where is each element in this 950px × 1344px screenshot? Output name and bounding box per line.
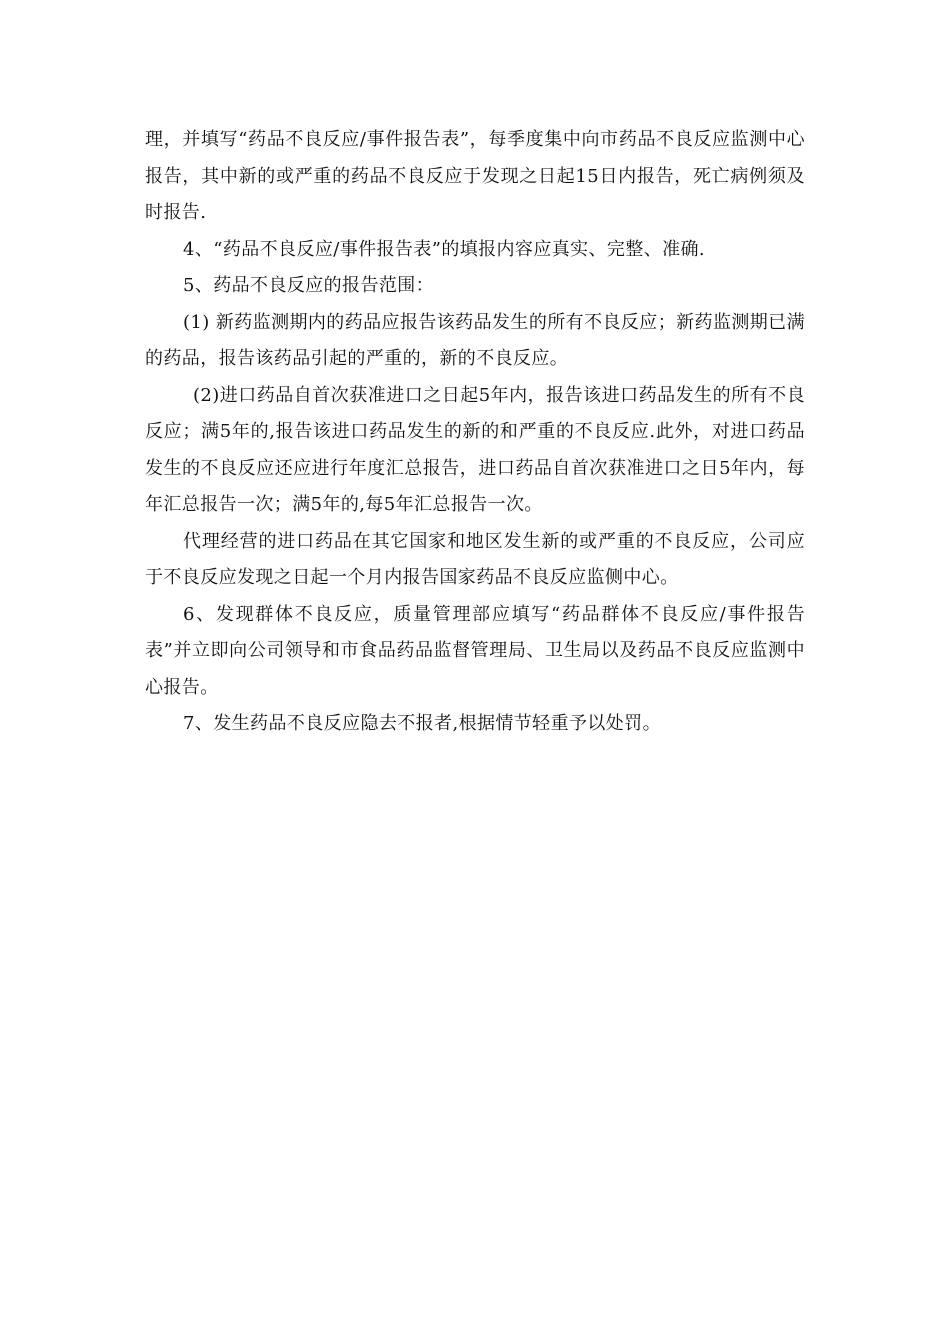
paragraph-item-5-2: (2)进口药品自首次获准进口之日起5年内，报告该进口药品发生的所有不良反应；满5年的,报告该进口药品发生的新的和严重的不良反应.此外，对进口药品发生的不良反应还应进行年度汇总报告，进口药品自首次获准进口之日5年内，每年汇总报告一次；满5年的,每5年汇总报告一次。	[145, 384, 805, 515]
paragraph-continuation: 理，并填写“药品不良反应/事件报告表”，每季度集中向市药品不良反应监测中心报告，其中新的或严重的药品不良反应于发现之日起15日内报告，死亡病例须及时报告.	[145, 129, 805, 223]
paragraph-item-5-1: (1) 新药监测期内的药品应报告该药品发生的所有不良反应；新药监测期已满的药品，报告该药品引起的严重的，新的不良反应。	[145, 311, 805, 369]
document-body	[145, 122, 805, 743]
paragraph-item-7: 7、发生药品不良反应隐去不报者,根据情节轻重予以处罚。	[183, 713, 661, 734]
paragraph-item-6: 6、发现群体不良反应，质量管理部应填写“药品群体不良反应/事件报告表”并立即向公司领导和市食品药品监督管理局、卫生局以及药品不良反应监测中心报告。	[145, 603, 805, 698]
paragraph-item-5: 5、药品不良反应的报告范围：	[183, 275, 435, 296]
paragraph-item-4: 4、“药品不良反应/事件报告表”的填报内容应真实、完整、准确.	[183, 238, 706, 260]
paragraph-agent-import: 代理经营的进口药品在其它国家和地区发生新的或严重的不良反应，公司应于不良反应发现之日起一个月内报告国家药品不良反应监侧中心。	[145, 530, 805, 588]
